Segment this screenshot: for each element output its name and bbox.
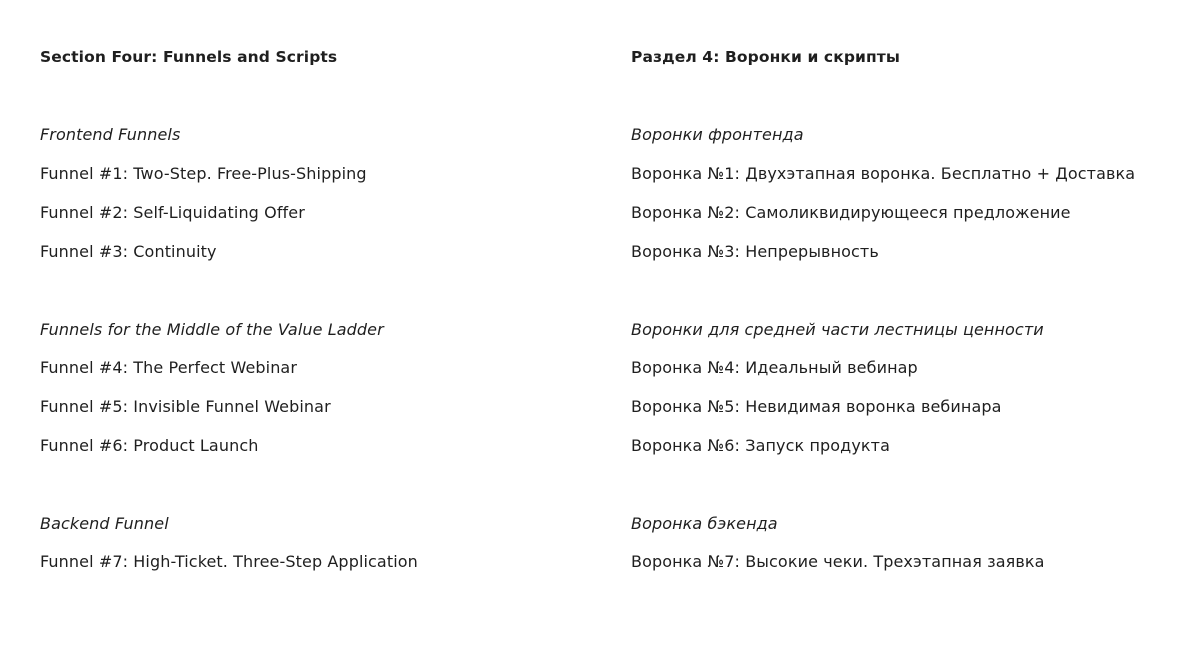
funnel-item-2-ru: Воронка №2: Самоликвидирующееся предложение (631, 203, 1071, 222)
funnel-item-6-ru: Воронка №6: Запуск продукта (631, 436, 890, 455)
funnel-item-5-ru: Воронка №5: Невидимая воронка вебинара (631, 397, 1002, 416)
funnel-item-7-ru: Воронка №7: Высокие чеки. Трехэтапная заявка (631, 552, 1045, 571)
group-heading-middle-ru: Воронки для средней части лестницы ценности (631, 320, 1044, 339)
group-heading-frontend-en: Frontend Funnels (40, 125, 181, 144)
group-heading-middle-en: Funnels for the Middle of the Value Ladder (40, 320, 384, 339)
funnel-item-3-ru: Воронка №3: Непрерывность (631, 242, 879, 261)
section-title-ru: Раздел 4: Воронки и скрипты (631, 48, 901, 66)
funnel-item-2-en: Funnel #2: Self-Liquidating Offer (40, 203, 305, 222)
funnel-item-5-en: Funnel #5: Invisible Funnel Webinar (40, 397, 331, 416)
funnel-item-4-ru: Воронка №4: Идеальный вебинар (631, 358, 918, 377)
funnel-item-3-en: Funnel #3: Continuity (40, 242, 217, 261)
funnel-item-1-ru: Воронка №1: Двухэтапная воронка. Бесплатно + Доставка (631, 164, 1136, 183)
group-heading-backend-en: Backend Funnel (40, 514, 169, 533)
section-title-en: Section Four: Funnels and Scripts (40, 48, 338, 66)
funnel-item-7-en: Funnel #7: High-Ticket. Three-Step Application (40, 552, 418, 571)
funnel-item-4-en: Funnel #4: The Perfect Webinar (40, 358, 298, 377)
group-heading-frontend-ru: Воронки фронтенда (631, 125, 804, 144)
funnel-item-1-en: Funnel #1: Two-Step. Free-Plus-Shipping (40, 164, 367, 183)
group-heading-backend-ru: Воронка бэкенда (631, 514, 778, 533)
funnel-item-6-en: Funnel #6: Product Launch (40, 436, 259, 455)
